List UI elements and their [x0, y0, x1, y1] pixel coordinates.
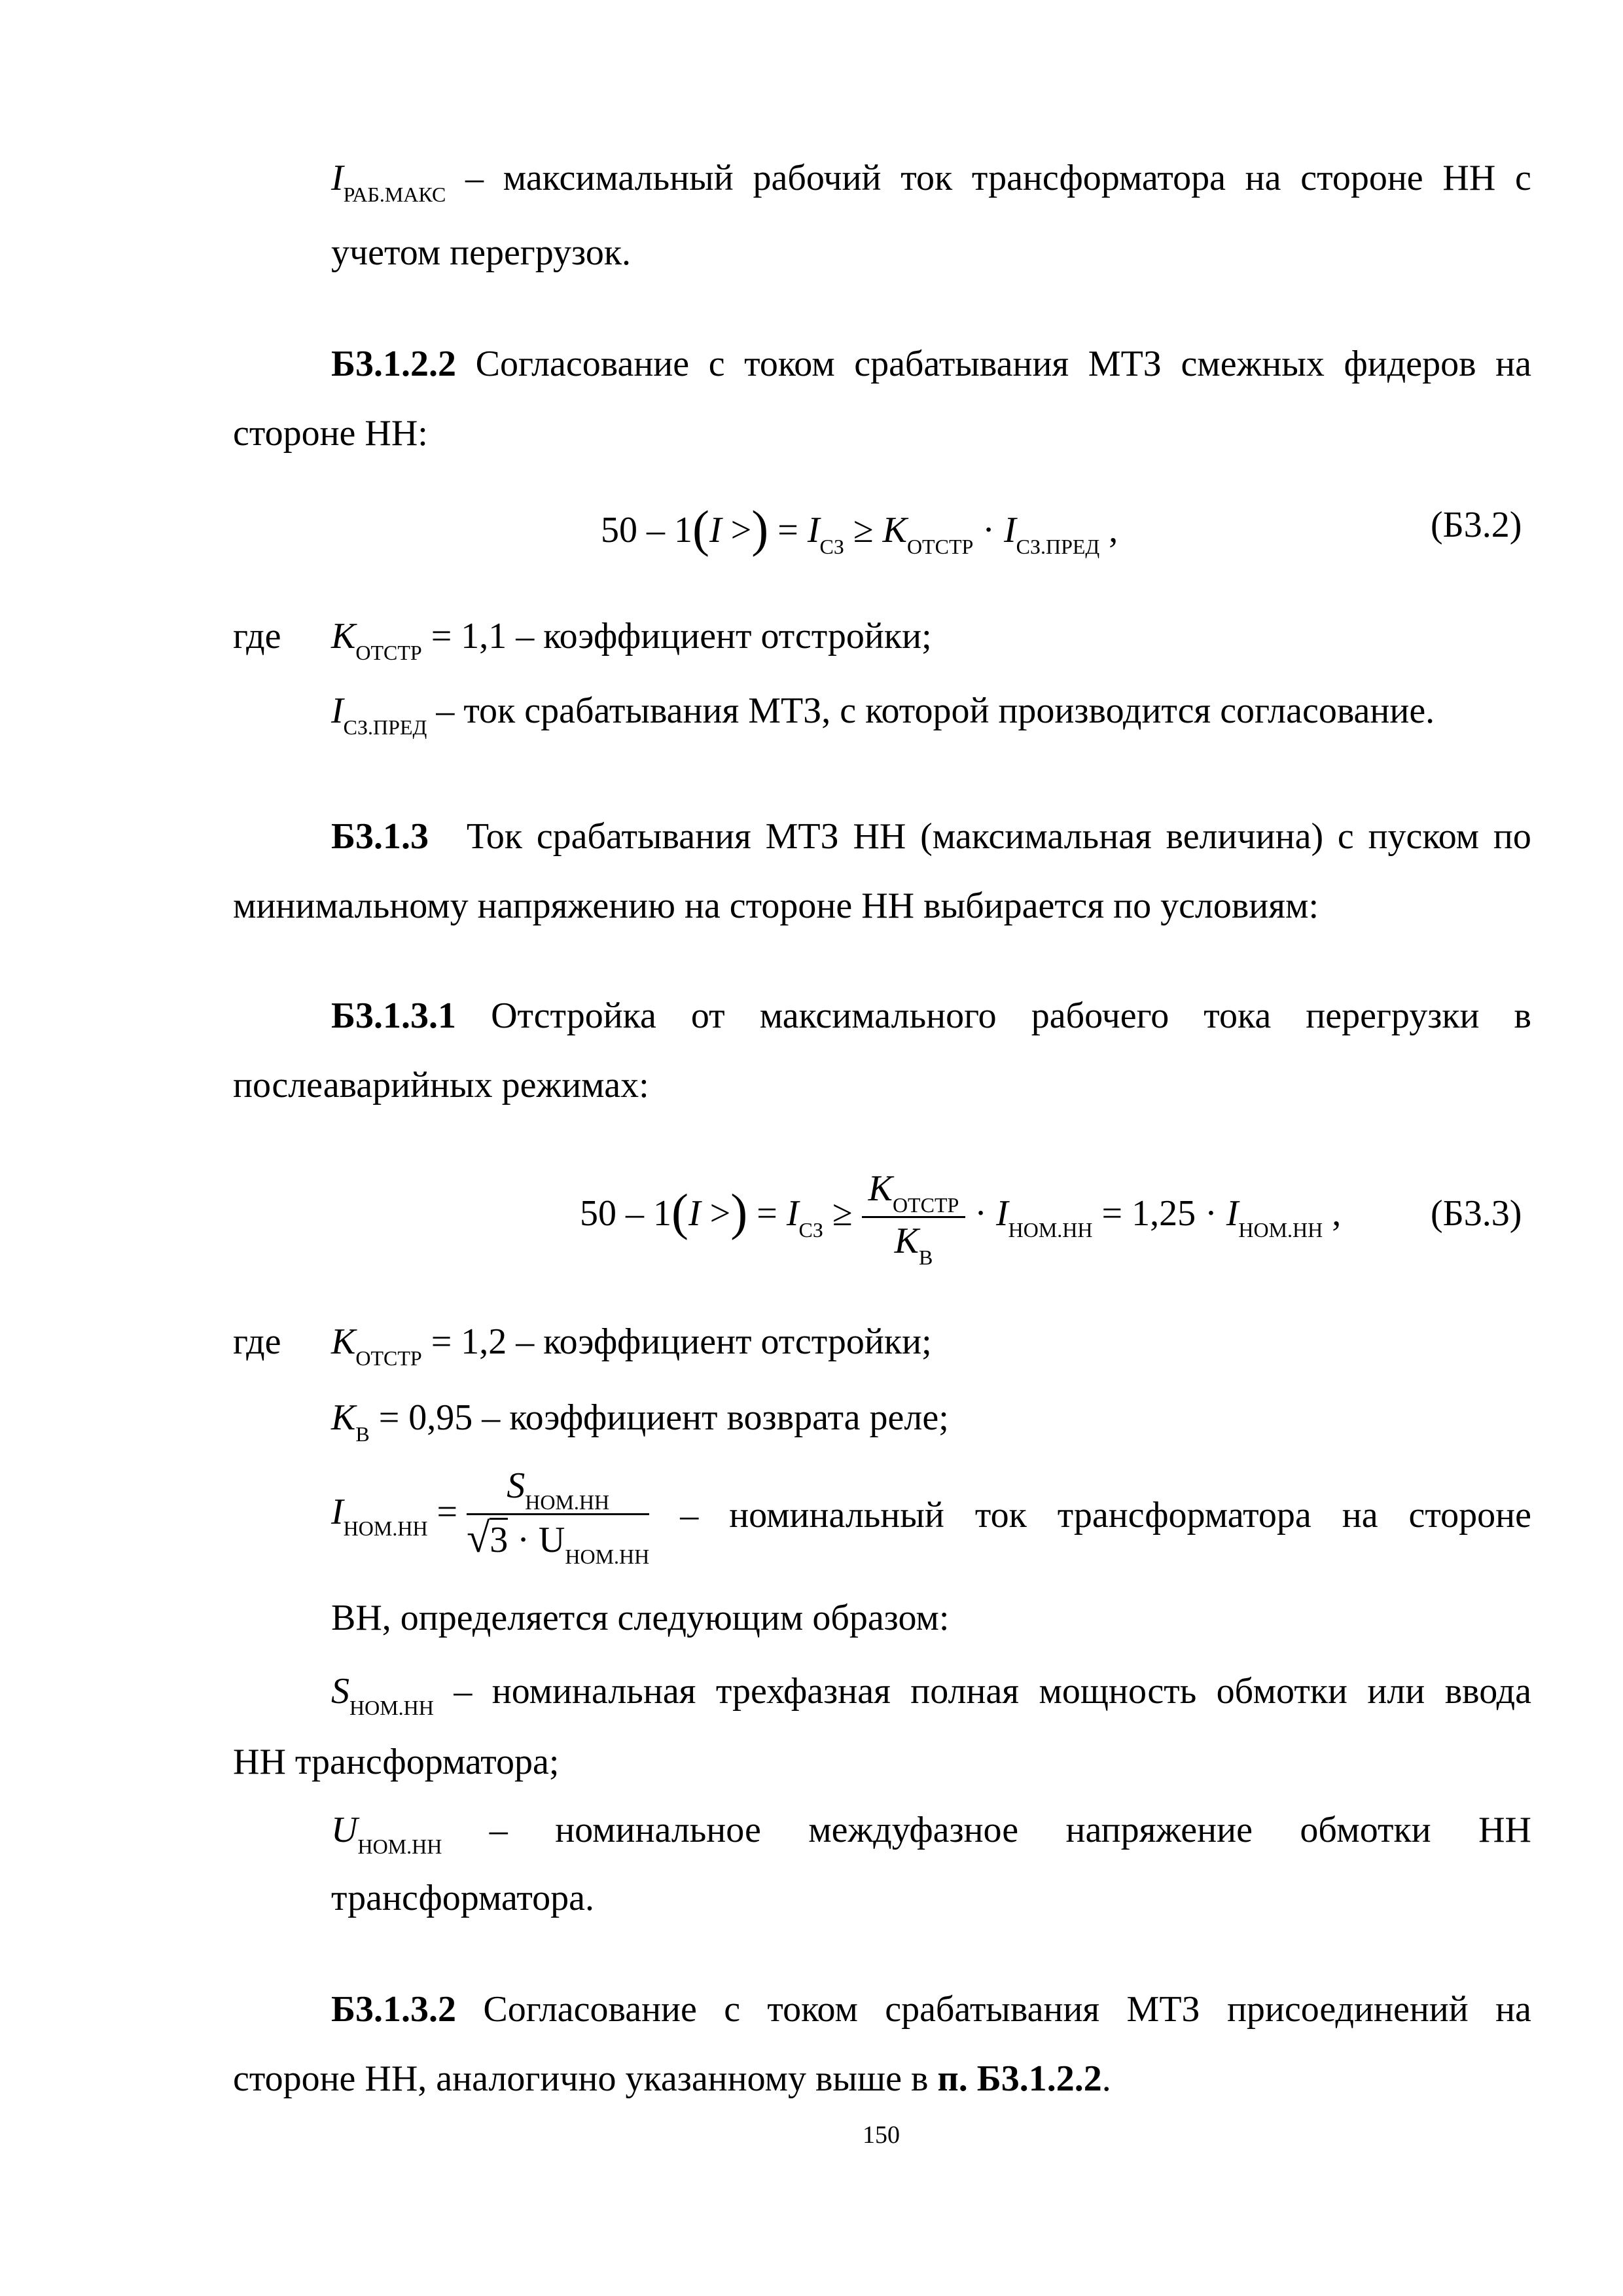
word: присоединений	[1226, 1989, 1469, 2030]
s3-number: Б3.1.3	[331, 816, 429, 857]
s2-line2: стороне НН:	[233, 413, 428, 454]
word: максимального	[759, 996, 997, 1036]
word: трансформатора	[1057, 1495, 1311, 1535]
word: напряжение	[1065, 1810, 1253, 1850]
word: на	[1342, 1495, 1378, 1535]
word: –	[680, 1495, 699, 1535]
word: стороне	[1408, 1495, 1531, 1535]
word: обмотки	[1216, 1671, 1347, 1712]
fraction-k-otstr-over-kv: $\frac{K_{ОТСТР}}{K_В}$	[862, 1166, 966, 1268]
i-nom-formula: $I_{НОМ.НН}$ = $\frac{S_{НОМ.НН}}{√3 \cdot U_{НОМ.НН}}$	[331, 1463, 649, 1568]
word: максимальный	[503, 158, 734, 198]
where-label-1: где	[233, 616, 281, 656]
s3-line1	[331, 816, 1531, 857]
p1-line1	[331, 157, 1531, 204]
word: НН	[1478, 1810, 1531, 1850]
word: от	[690, 996, 725, 1036]
word: Согласование	[483, 1989, 697, 2030]
word: или	[1367, 1671, 1425, 1712]
s5-number: Б3.1.3.2	[331, 1989, 457, 2030]
word: по	[1493, 816, 1531, 857]
word: Ток	[466, 816, 523, 857]
word: обмотки	[1300, 1810, 1431, 1850]
word: величина)	[1166, 816, 1324, 857]
where-i-nom	[331, 1465, 1531, 1569]
where-k-otstr-2: $K_{ОТСТР} = 1,2$ – коэффициент отстройки;	[331, 1321, 932, 1370]
word: трехфазная	[715, 1671, 891, 1712]
word: в	[1514, 996, 1531, 1036]
equation-number-b3-2: (Б3.2)	[1431, 505, 1522, 545]
s4-line1	[331, 995, 1531, 1037]
word: фидеров	[1344, 344, 1476, 384]
word: пуском	[1368, 816, 1480, 857]
where-s-nom-line2: НН трансформатора;	[233, 1742, 560, 1782]
word: перегрузки	[1306, 996, 1480, 1036]
word: срабатывания	[854, 344, 1069, 384]
where-i-pred: $I_{СЗ.ПРЕД}$ – ток срабатывания МТЗ, с которой производится согласование.	[331, 691, 1435, 739]
word: НН	[853, 816, 906, 857]
page-number: 150	[863, 2121, 900, 2149]
word: НН	[1442, 158, 1496, 198]
word: срабатывания	[536, 816, 751, 857]
equation-number-b3-3: (Б3.3)	[1431, 1193, 1522, 1234]
where-i-nom-line2: ВН, определяется следующим образом:	[331, 1598, 950, 1638]
word: (максимальная	[920, 816, 1152, 857]
word: током	[744, 344, 835, 384]
word: номинальная	[491, 1671, 696, 1712]
word: стороне	[1300, 158, 1423, 198]
section-reference: п. Б3.1.2.2	[937, 2058, 1102, 2099]
where-k-otstr-1: $K_{ОТСТР} = 1,1$ – коэффициент отстройки;	[331, 616, 932, 664]
word: смежных	[1181, 344, 1325, 384]
where-k-v: $K_В = 0,95$ – коэффициент возврата реле;	[331, 1397, 949, 1446]
formula-b3-3: 50 – 1(I >) = $I_{СЗ}$ ≥ $\frac{K_{ОТСТР}}{K_В}$ · $I_{НОМ.НН} = 1,25 \cdot I_{НОМ.НН}$ ,	[580, 1162, 1341, 1267]
s4-number: Б3.1.3.1	[331, 996, 457, 1036]
word: срабатывания	[885, 1989, 1100, 2030]
word: с	[708, 344, 725, 384]
word: Согласование	[475, 344, 690, 384]
word: МТЗ	[1088, 344, 1162, 384]
word: –	[489, 1810, 508, 1850]
formula-b3-2: 50 – 1(I >) = $I_{СЗ} \ge K_{ОТСТР} \cdot I_{СЗ.ПРЕД}$ ,	[601, 500, 1118, 558]
s5-line1	[331, 1988, 1531, 2030]
word: полная	[910, 1671, 1020, 1712]
word: с	[724, 1989, 741, 2030]
where-u-nom: $U_{НОМ.НН}$ – номинальное междуфазное напряжение обмотки НН	[331, 1810, 1531, 1858]
word: МТЗ	[1126, 1989, 1200, 2030]
word: с	[1337, 816, 1354, 857]
word: трансформатора	[971, 158, 1226, 198]
fraction-s-over-sqrt3u: $\frac{S_{НОМ.НН}}{√3 \cdot U_{НОМ.НН}}$	[467, 1463, 649, 1568]
s4-line2: послеаварийных режимах:	[233, 1065, 649, 1105]
s5-line2: стороне НН, аналогично указанному выше в п. Б3.1.2.2.	[233, 2058, 1111, 2099]
p1-line2: учетом перегрузок.	[331, 232, 632, 273]
word: междуфазное	[808, 1810, 1019, 1850]
p1-symbol: $I_{РАБ.МАКС}$	[331, 158, 446, 206]
word: ток	[974, 1495, 1027, 1535]
word: ток	[901, 158, 953, 198]
word: с	[1515, 158, 1531, 198]
s2-number: Б3.1.2.2	[331, 344, 457, 384]
word: номинальный	[729, 1495, 944, 1535]
word: ввода	[1444, 1671, 1531, 1712]
where-u-nom-line2: трансформатора.	[331, 1878, 595, 1918]
word: на	[1245, 158, 1281, 198]
word: тока	[1204, 996, 1272, 1036]
word: Отстройка	[491, 996, 656, 1036]
word: мощность	[1039, 1671, 1197, 1712]
word: на	[1495, 1989, 1531, 2030]
word: током	[767, 1989, 858, 2030]
word: –	[454, 1671, 473, 1712]
word: МТЗ	[765, 816, 839, 857]
word: рабочий	[753, 158, 882, 198]
word: на	[1495, 344, 1531, 384]
where-s-nom: $S_{НОМ.НН}$ – номинальная трехфазная полная мощность обмотки или ввода	[331, 1671, 1531, 1719]
word: –	[465, 158, 484, 198]
word: рабочего	[1031, 996, 1169, 1036]
s2-line1	[331, 343, 1531, 385]
where-label-2: где	[233, 1321, 281, 1362]
s3-line2: минимальному напряжению на стороне НН выбирается по условиям:	[233, 886, 1319, 926]
word: номинальное	[555, 1810, 761, 1850]
